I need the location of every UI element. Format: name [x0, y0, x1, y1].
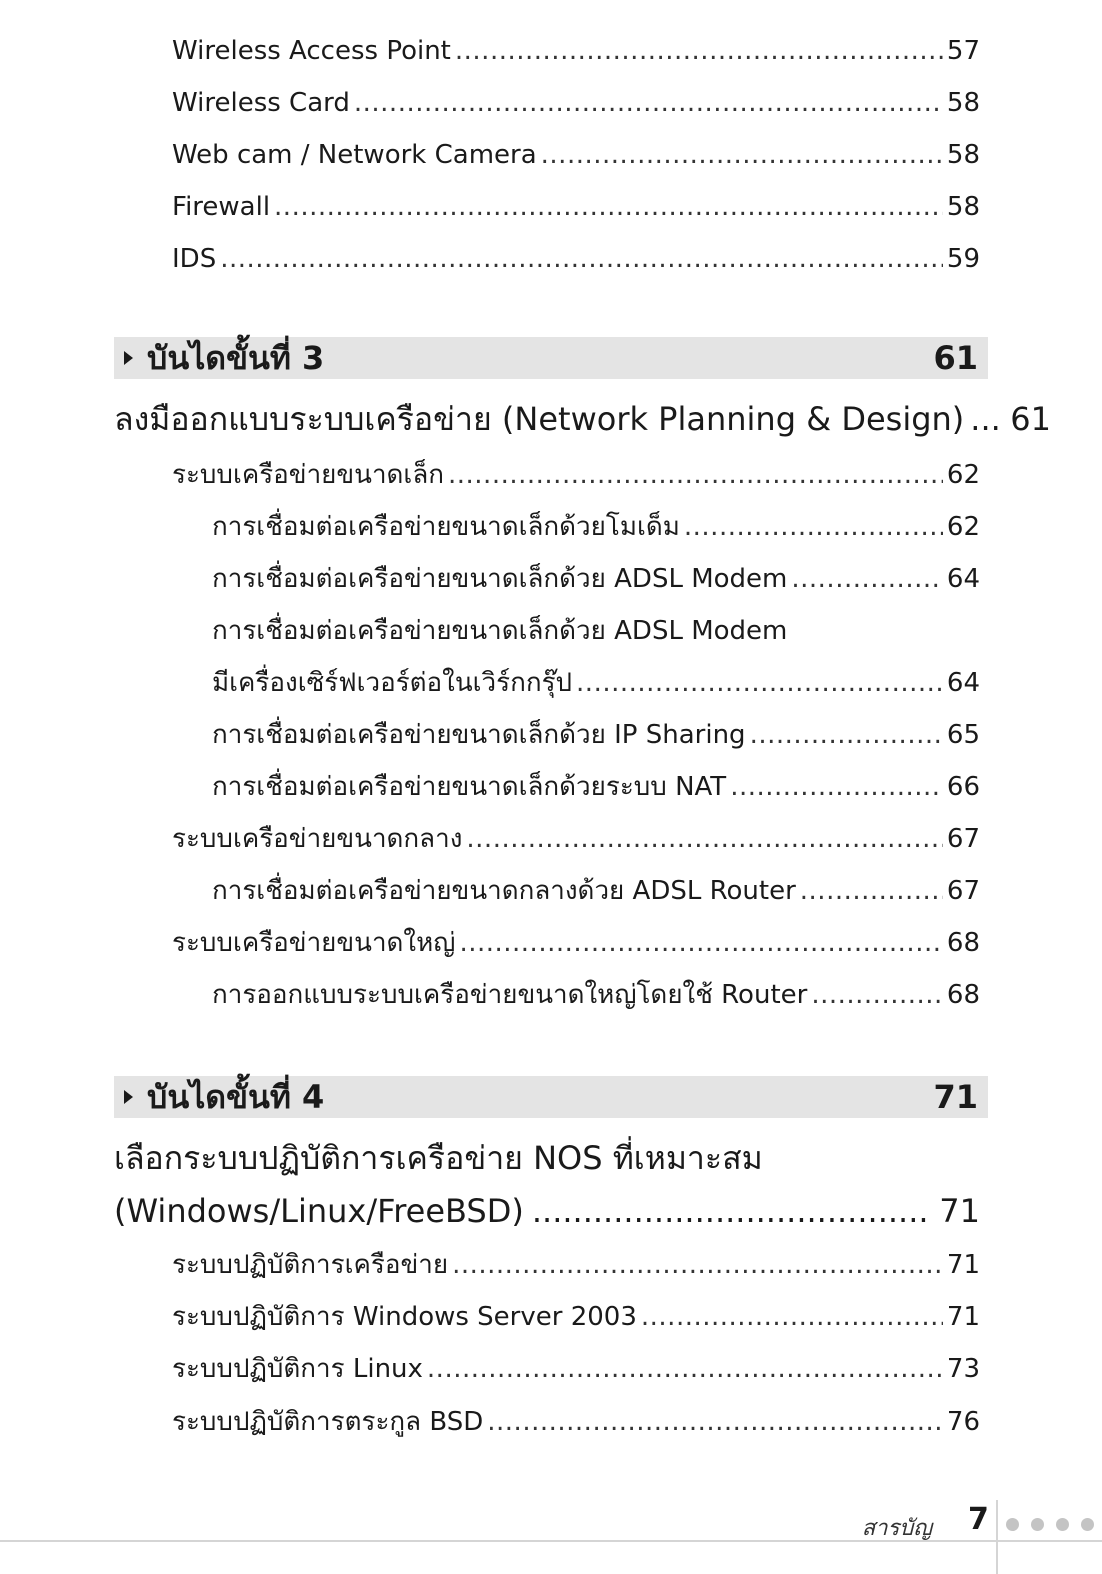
toc-entry	[172, 926, 980, 960]
toc-entry-label: การเชื่อมต่อเครือข่ายขนาดเล็กด้วย IP Sharing	[212, 720, 746, 750]
dot-leader	[800, 874, 943, 908]
dot-icon	[1031, 1518, 1044, 1531]
section-page: 71	[933, 1078, 978, 1116]
dot-leader	[459, 926, 942, 960]
dot-leader	[970, 398, 1004, 440]
footer-dots	[1006, 1518, 1094, 1531]
chapter-heading	[114, 398, 1051, 440]
toc-entry-page: 73	[946, 1354, 980, 1384]
toc-entry-label: ระบบเครือข่ายขนาดเล็ก	[172, 460, 444, 490]
dot-icon	[1056, 1518, 1069, 1531]
toc-entry	[172, 1352, 980, 1386]
toc-entry-page: 62	[946, 460, 980, 490]
toc-entry	[172, 822, 980, 856]
dot-leader	[220, 242, 943, 276]
toc-entry	[212, 978, 980, 1012]
chapter-heading-page: 71	[939, 1192, 980, 1230]
toc-entry	[212, 874, 980, 908]
dot-leader	[274, 190, 943, 224]
toc-entry-label: IDS	[172, 244, 217, 274]
footer-separator	[996, 1500, 998, 1574]
toc-entry-label: การเชื่อมต่อเครือข่ายขนาดเล็กด้วย ADSL Modem	[212, 616, 788, 646]
toc-entry	[212, 562, 980, 596]
chapter-heading-line-2	[114, 1190, 980, 1232]
page-number: 7	[968, 1502, 989, 1537]
toc-entry-page: 71	[946, 1250, 980, 1280]
section-bar-step-3	[114, 337, 988, 379]
triangle-bullet-icon	[124, 1090, 133, 1104]
section-title: บันไดขั้นที่ 3	[147, 338, 325, 377]
toc-entry	[212, 666, 980, 700]
toc-entry-label: มีเครื่องเซิร์ฟเวอร์ต่อในเวิร์กกรุ๊ป	[212, 668, 573, 698]
section-bar-step-4	[114, 1076, 988, 1118]
toc-entry-label: ระบบปฏิบัติการ Linux	[172, 1354, 423, 1384]
toc-entry-label: การเชื่อมต่อเครือข่ายขนาดเล็กด้วยโมเด็ม	[212, 512, 680, 542]
triangle-bullet-icon	[124, 351, 133, 365]
dot-leader	[354, 86, 943, 120]
toc-entry-page: 71	[946, 1302, 980, 1332]
toc-entry-label: ระบบปฏิบัติการเครือข่าย	[172, 1250, 449, 1280]
toc-entry-page: 66	[946, 772, 980, 802]
toc-entry	[172, 1300, 980, 1334]
toc-entry-page: 58	[946, 88, 980, 118]
dot-leader	[811, 978, 943, 1012]
dot-leader	[448, 458, 943, 492]
toc-entry	[172, 242, 980, 276]
dot-leader	[455, 34, 943, 68]
toc-entry-page: 67	[946, 876, 980, 906]
toc-entry	[212, 718, 980, 752]
dot-leader	[427, 1352, 943, 1386]
toc-entry-label: การเชื่อมต่อเครือข่ายขนาดกลางด้วย ADSL Router	[212, 876, 796, 906]
toc-entry-label: ระบบปฏิบัติการ Windows Server 2003	[172, 1302, 637, 1332]
toc-entry	[172, 1405, 980, 1439]
toc-entry-page: 59	[946, 244, 980, 274]
toc-entry	[172, 190, 980, 224]
toc-entry-page: 64	[946, 564, 980, 594]
dot-leader	[641, 1300, 943, 1334]
page-footer	[0, 1500, 1102, 1574]
toc-entry-page: 58	[946, 192, 980, 222]
toc-entry	[212, 510, 980, 544]
dot-leader	[684, 510, 943, 544]
section-page: 61	[933, 339, 978, 377]
toc-entry-label: ระบบปฏิบัติการตระกูล BSD	[172, 1407, 484, 1437]
toc-entry-page: 67	[946, 824, 980, 854]
toc-entry-page: 65	[946, 720, 980, 750]
toc-entry-label: การเชื่อมต่อเครือข่ายขนาดเล็กด้วย ADSL Modem	[212, 564, 788, 594]
chapter-heading-text: ลงมืออกแบบระบบเครือข่าย (Network Planning & Design)	[114, 400, 965, 438]
chapter-heading-text: เลือกระบบปฏิบัติการเครือข่าย NOS ที่เหมาะสม	[114, 1139, 763, 1177]
footer-caption: สารบัญ	[861, 1516, 932, 1541]
toc-entry-label: Web cam / Network Camera	[172, 140, 537, 170]
toc-entry	[172, 34, 980, 68]
toc-entry-label: การออกแบบระบบเครือข่ายขนาดใหญ่โดยใช้ Router	[212, 980, 808, 1010]
dot-leader	[452, 1248, 943, 1282]
dot-leader	[541, 138, 943, 172]
toc-entry-page: 68	[946, 980, 980, 1010]
toc-entry-label: Firewall	[172, 192, 271, 222]
dot-leader	[576, 666, 943, 700]
dot-leader	[466, 822, 943, 856]
toc-entry-page: 64	[946, 668, 980, 698]
toc-entry-page: 68	[946, 928, 980, 958]
dot-leader	[730, 770, 943, 804]
toc-entry-label: Wireless Access Point	[172, 36, 451, 66]
section-title: บันไดขั้นที่ 4	[147, 1077, 325, 1116]
toc-entry-page: 62	[946, 512, 980, 542]
toc-entry-label: การเชื่อมต่อเครือข่ายขนาดเล็กด้วยระบบ NAT	[212, 772, 727, 802]
dot-leader	[791, 562, 943, 596]
toc-entry-label: Wireless Card	[172, 88, 350, 118]
toc-entry	[212, 770, 980, 804]
toc-entry	[172, 1248, 980, 1282]
footer-rule	[0, 1540, 1102, 1542]
toc-entry-label: ระบบเครือข่ายขนาดใหญ่	[172, 928, 456, 958]
toc-entry-page: 57	[946, 36, 980, 66]
chapter-heading-line-1	[114, 1137, 763, 1179]
toc-entry	[172, 138, 980, 172]
toc-entry	[172, 86, 980, 120]
dot-leader	[750, 718, 943, 752]
chapter-heading-text: (Windows/Linux/FreeBSD)	[114, 1192, 524, 1230]
dot-leader	[487, 1405, 943, 1439]
toc-entry-page: 76	[946, 1407, 980, 1437]
dot-leader	[532, 1190, 931, 1232]
toc-entry-label: ระบบเครือข่ายขนาดกลาง	[172, 824, 463, 854]
toc-entry-page: 58	[946, 140, 980, 170]
dot-icon	[1081, 1518, 1094, 1531]
chapter-heading-page: 61	[1010, 400, 1051, 438]
toc-entry	[172, 458, 980, 492]
dot-icon	[1006, 1518, 1019, 1531]
